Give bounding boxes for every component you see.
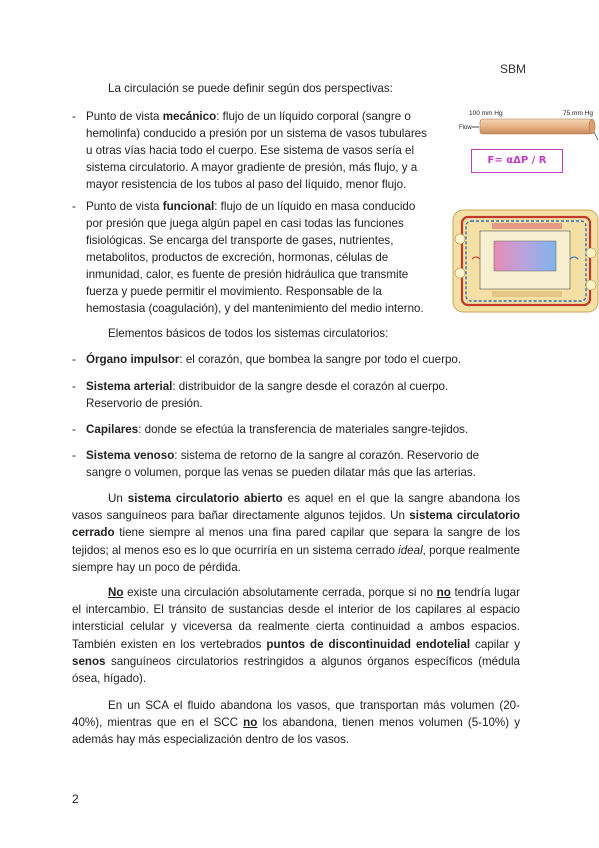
bullet-dash: - — [72, 200, 76, 213]
bullet-funcional-line-2: por presión que juega algún papel en casi todas las funciones — [86, 217, 404, 230]
bullet-mecanico-line-3: u otras vías hacia todo el cuerpo. Ese sistema de vasos sería el — [86, 144, 415, 157]
right-pressure-label: 75 mm Hg — [563, 110, 593, 117]
bullet-mecanico-line-2: hemolinfa) conducido a presión por un sistema de vasos tubulares — [86, 127, 427, 140]
bullet-funcional-line-3: fisiológicas. Se encarga del transporte de gases, nutrientes, — [86, 234, 394, 247]
paragraph-abierto-cerrado: Un sistema circulatorio abierto es aquel en el que la sangre abandona los vasos sanguíneos para bañar directamente algunos tejidos. Un sistema circulatorio cerrado tiene siempre al menos una fina pared capilar que separa la sangre de los tejidos; al menos eso es lo que ocurriría en un sistema cerrado ideal, porque realmente siempre hay un poco de pérdida. — [72, 492, 520, 574]
element-sistema-arterial: Sistema arterial: distribuidor de la sangre desde el corazón al cuerpo. — [86, 380, 449, 393]
page-number: 2 — [72, 792, 79, 806]
bullet-funcional-line-5: inmunidad, calor, es fuente de presión hidráulica que transmite — [86, 268, 409, 281]
element-capilares: Capilares: donde se efectúa la transferencia de materiales sangre-tejidos. — [86, 423, 469, 436]
bullet-dash: - — [72, 449, 76, 462]
elements-title: Elementos básicos de todos los sistemas circulatorios: — [108, 327, 389, 340]
bullet-dash: - — [72, 423, 76, 436]
bullet-dash: - — [72, 380, 76, 393]
element-sistema-arterial-line-2: Reservorio de presión. — [86, 397, 203, 410]
paragraph-sca-scc: En un SCA el fluido abandona los vasos, que transportan más volumen (20-40%), mientras que en el SCC no los abandona, tienen menos volumen (5-10%) y además hay más especialización dentro de los vasos. — [72, 699, 520, 747]
header-tag: SBM — [500, 62, 527, 76]
element-sistema-venoso: Sistema venoso: sistema de retorno de la sangre al corazón. Reservorio de — [86, 449, 480, 462]
bullet-mecanico-line-1: Punto de vista mecánico: flujo de un líquido corporal (sangre o — [86, 110, 411, 123]
bullet-dash: - — [72, 353, 76, 366]
intro-text: La circulación se puede definir según dos perspectivas: — [108, 82, 393, 95]
bullet-funcional-line-1: Punto de vista funcional: flujo de un líquido en masa conducido — [86, 200, 416, 213]
bullet-dash: - — [72, 110, 76, 123]
bullet-funcional-line-4: metabolitos, productos de excreción, hormonas, células de — [86, 251, 389, 264]
flow-label: Flow — [459, 125, 472, 131]
element-sistema-venoso-line-2: sangre o volumen, porque las venas se pueden dilatar más que las arterias. — [86, 466, 476, 479]
bullet-funcional-line-7: hemostasia (coagulación), y del mantenimiento del medio interno. — [86, 302, 424, 315]
bullet-mecanico-line-5: mayor resistencia de los tubos al paso del líquido, menor flujo. — [86, 178, 407, 191]
paragraph-discontinuidad: No existe una circulación absolutamente cerrada, porque si no no tendría lugar el intercambio. El tránsito de sustancias desde el interior de los capilares al espacio intersticial celular y viceversa da realmente cierta continuidad a ambos espacios. También existen en los vertebrados puntos de discontinuidad endotelial capilar y senos sanguíneos circulatorios restringidos a algunos órganos específicos (médula ósea, hígado). — [72, 586, 520, 686]
bullet-mecanico-line-4: sistema circulatorio. A mayor gradiente de presión, más flujo, y a — [86, 161, 418, 174]
bullet-funcional-line-6: fuerza y puede permitir el movimiento. Responsable de la — [86, 285, 382, 298]
element-organo-impulsor: Órgano impulsor: el corazón, que bombea la sangre por todo el cuerpo. — [86, 353, 462, 366]
left-pressure-label: 100 mm Hg — [469, 110, 503, 117]
tube-shape — [480, 119, 592, 134]
flow-formula: F= αΔP / R — [471, 149, 563, 173]
circulation-diagram-figure — [452, 209, 599, 313]
